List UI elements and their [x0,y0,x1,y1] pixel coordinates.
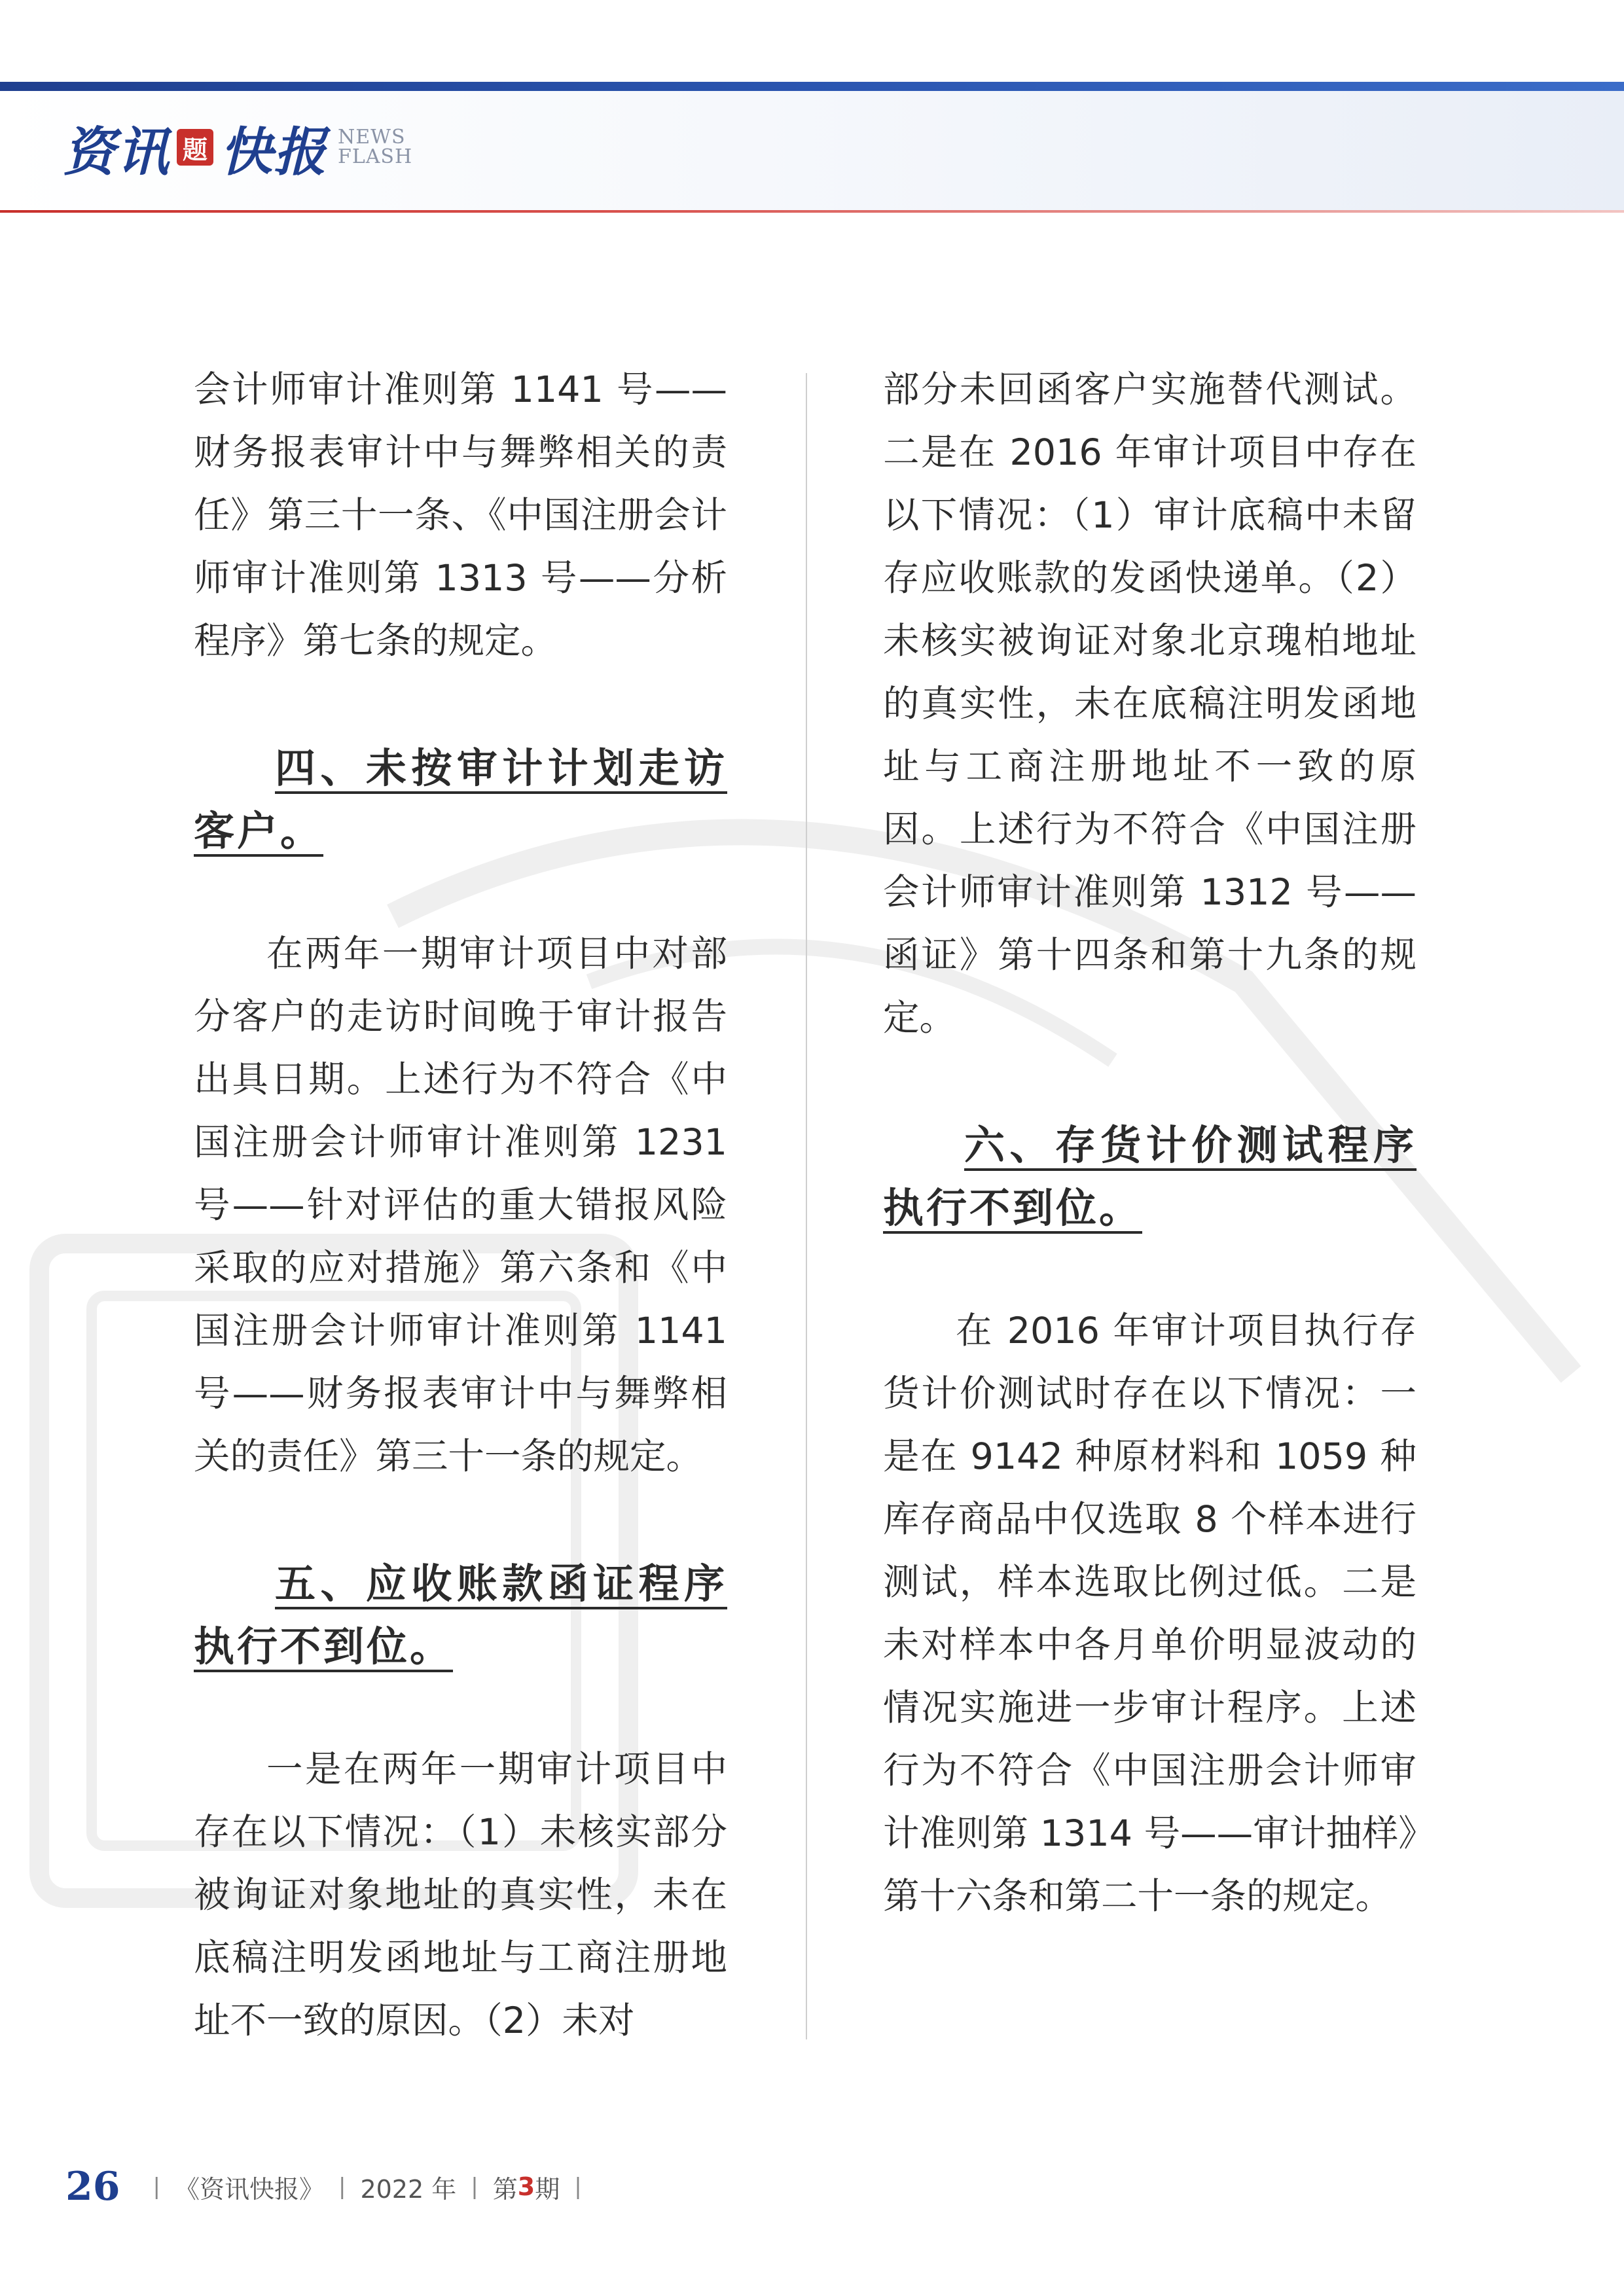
right-column [883,359,1416,1928]
section-heading-5: 五、应收账款函证程序执行不到位。 [194,1560,727,1670]
section-heading-6: 六、存货计价测试程序执行不到位。 [883,1121,1416,1232]
publication-logo [63,111,412,183]
header-divider-line [0,210,1624,213]
column-divider [806,373,807,2039]
footer-separator: | [574,2174,582,2200]
footer-separator: | [338,2174,346,2200]
logo-text-part-2: 快报 [220,120,327,183]
logo-text-part-1: 资讯 [63,120,170,183]
left-paragraph-1: 会计师审计准则第 1141 号——财务报表审计中与舞弊相关的责任》第三十一条、《中国注册会计师审计准则第 1313 号——分析程序》第七条的规定。 [194,368,727,662]
section-heading-4: 四、未按审计计划走访客户。 [194,744,727,855]
footer-year: 2022 年 [360,2174,457,2204]
page-footer [65,2157,596,2216]
right-paragraph-1: 部分未回函客户实施替代测试。二是在 2016 年审计项目中存在以下情况：（1）审计底稿中未留存应收账款的发函快递单。（2）未核实被询证对象北京瑰柏地址的真实性，未在底稿注明发函地址与工商注册地址不一致的原因。上述行为不符合《中国注册会计师审计准则第 1312 号——函证》第十四条和第十九条的规定。 [883,368,1416,1039]
footer-separator: | [153,2174,160,2200]
footer-issue-number: 3 [517,2172,535,2201]
page-number: 26 [65,2164,120,2210]
left-paragraph-2: 在两年一期审计项目中对部分客户的走访时间晚于审计报告出具日期。上述行为不符合《中国注册会计师审计准则第 1231 号——针对评估的重大错报风险采取的应对措施》第六条和《中国注册会计师审计准则第 1141 号——财务报表审计中与舞弊相关的责任》第三十一条的规定。 [194,933,727,1478]
footer-issue-suffix: 期 [535,2174,560,2204]
left-paragraph-3: 一是在两年一期审计项目中存在以下情况：（1）未核实部分被询证对象地址的真实性，未在底稿注明发函地址与工商注册地址不一致的原因。（2）未对 [194,1748,727,2042]
footer-separator: | [471,2174,478,2200]
footer-issue-prefix: 第 [492,2174,518,2204]
right-paragraph-2: 在 2016 年审计项目执行存货计价测试时存在以下情况：一是在 9142 种原材料和 1059 种库存商品中仅选取 8 个样本进行测试，样本选取比例过低。二是未对样本中各月单价明显波动的情况实施进一步审计程序。上述行为不符合《中国注册会计师审计准则第 1314 号——审计抽样》第十六条和第二十一条的规定。 [883,1310,1416,1918]
logo-en-news: NEWS [338,126,406,149]
left-column [194,359,727,2053]
logo-english [338,128,412,167]
logo-seal-icon: 题 [177,129,213,166]
header-top-bar [0,82,1624,91]
logo-en-flash: FLASH [338,145,413,168]
footer-publication: 《资讯快报》 [174,2174,324,2204]
